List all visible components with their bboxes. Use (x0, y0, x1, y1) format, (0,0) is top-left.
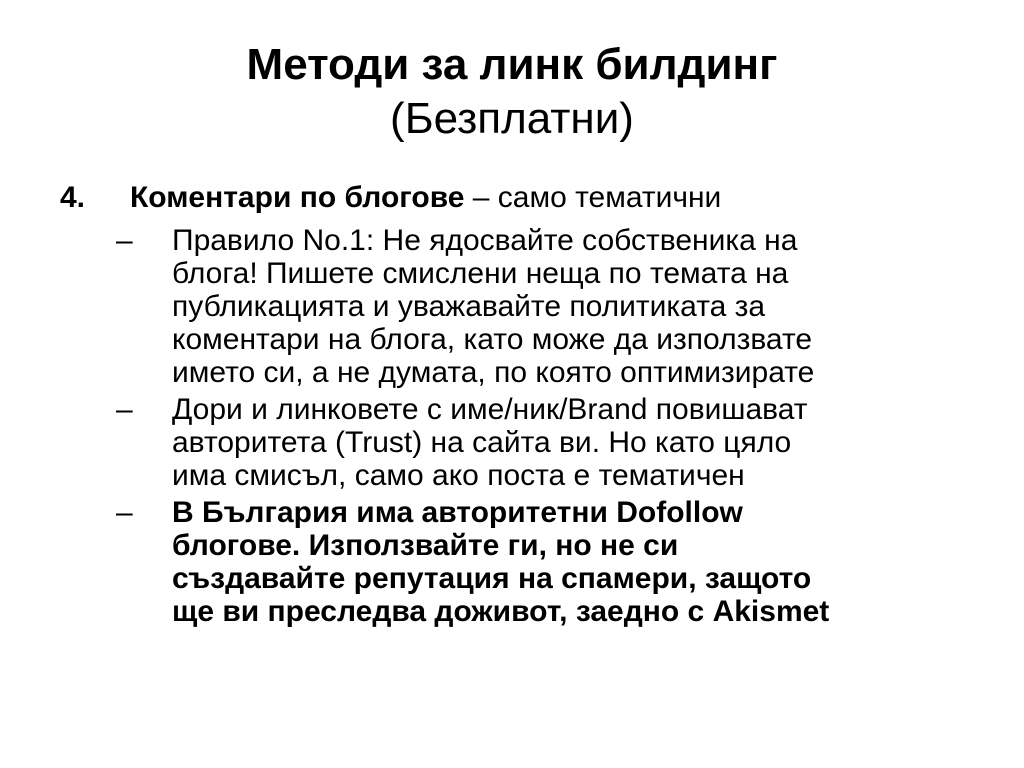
slide-subtitle: (Безплатни) (390, 94, 634, 143)
list-item-4 (0, 176, 1024, 220)
sub-item-line: публикацията и уважавайте политиката за (172, 290, 766, 323)
sub-item-line: името си, а не думата, по която оптимизирате (172, 356, 815, 389)
slide-title-block (0, 38, 1024, 146)
sub-item-line: коментари на блога, като може да използвате (172, 323, 813, 356)
sub-item-line: Дори и линковете с име/ник/Brand повишават (172, 393, 808, 426)
list-item-text (130, 176, 721, 220)
sub-item-line: блогове. Използвайте ги, но не си (172, 529, 679, 562)
sub-item-line: блога! Пишете смислени неща по темата на (172, 257, 789, 290)
dash-bullet: – (116, 496, 133, 529)
sub-item-line: Правило No.1: Не ядосвайте собственика на (172, 224, 798, 257)
sub-item-line: има смисъл, само ако поста е тематичен (172, 459, 745, 492)
sub-item-2 (0, 393, 1024, 492)
sub-item-line: В България има авторитетни Dofollow (172, 496, 743, 529)
sub-item-1-text (172, 224, 972, 389)
sub-item-2-text (172, 393, 972, 492)
dash-bullet: – (116, 393, 133, 426)
sub-item-line: създавайте репутация на спамери, защото (172, 562, 812, 595)
sub-item-3 (0, 496, 1024, 628)
sub-item-3-text (172, 496, 972, 628)
list-item-bold-text: Коментари по блогове (130, 181, 465, 214)
list-item-rest-text: – само тематични (464, 181, 722, 214)
slide-content (0, 176, 1024, 628)
sub-item-line: ще ви преследва доживот, заедно с Akismet (172, 595, 830, 628)
sub-item-1 (0, 224, 1024, 389)
list-item-number: 4. (60, 181, 86, 214)
slide-title: Методи за линк билдинг (246, 40, 778, 89)
sub-item-line: авторитета (Trust) на сайта ви. Но като цяло (172, 426, 792, 459)
dash-bullet: – (116, 224, 133, 257)
